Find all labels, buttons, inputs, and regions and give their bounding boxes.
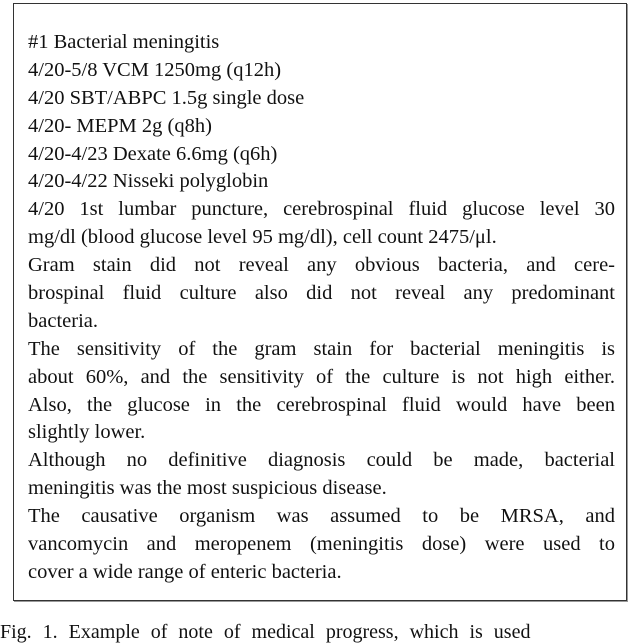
note-line: 4/20-5/8 VCM 1250mg (q12h) [28,58,282,81]
note-line: The sensitivity of the gram stain for bacterial meningitis is [28,337,615,360]
note-line: Also, the glucose in the cerebrospinal fluid would have been [28,393,615,416]
note-line: Gram stain did not reveal any obvious bacteria, and cere- [28,254,615,277]
note-text [28,29,615,587]
note-line: Although no definitive diagnosis could be made, bacterial [28,449,615,472]
note-line: 4/20-4/23 Dexate 6.6mg (q6h) [28,142,278,165]
note-line: The causative organism was assumed to be MRSA, and [28,505,615,528]
note-line: 4/20 SBT/ABPC 1.5g single dose [28,86,305,109]
note-line: 4/20-4/22 Nisseki polyglobin [28,170,269,193]
note-line: cover a wide range of enteric bacteria. [28,560,342,583]
note-line: mg/dl (blood glucose level 95 mg/dl), cell count 2475/μl. [28,226,497,249]
note-line: about 60%, and the sensitivity of the culture is not high either. [28,365,615,388]
note-line: brospinal fluid culture also did not reveal any predominant [28,282,615,305]
note-line: meningitis was the most suspicious disease. [28,477,387,500]
note-line: vancomycin and meropenem (meningitis dose) were used to [28,533,615,556]
figure-caption: Fig. 1. Example of note of medical progress, which is used [0,621,531,643]
note-line: 4/20- MEPM 2g (q8h) [28,114,212,137]
note-line: #1 Bacterial meningitis [28,31,220,53]
note-line: slightly lower. [28,421,146,444]
note-line: 4/20 1st lumbar puncture, cerebrospinal fluid glucose level 30 [28,198,615,221]
note-line: bacteria. [28,309,98,332]
